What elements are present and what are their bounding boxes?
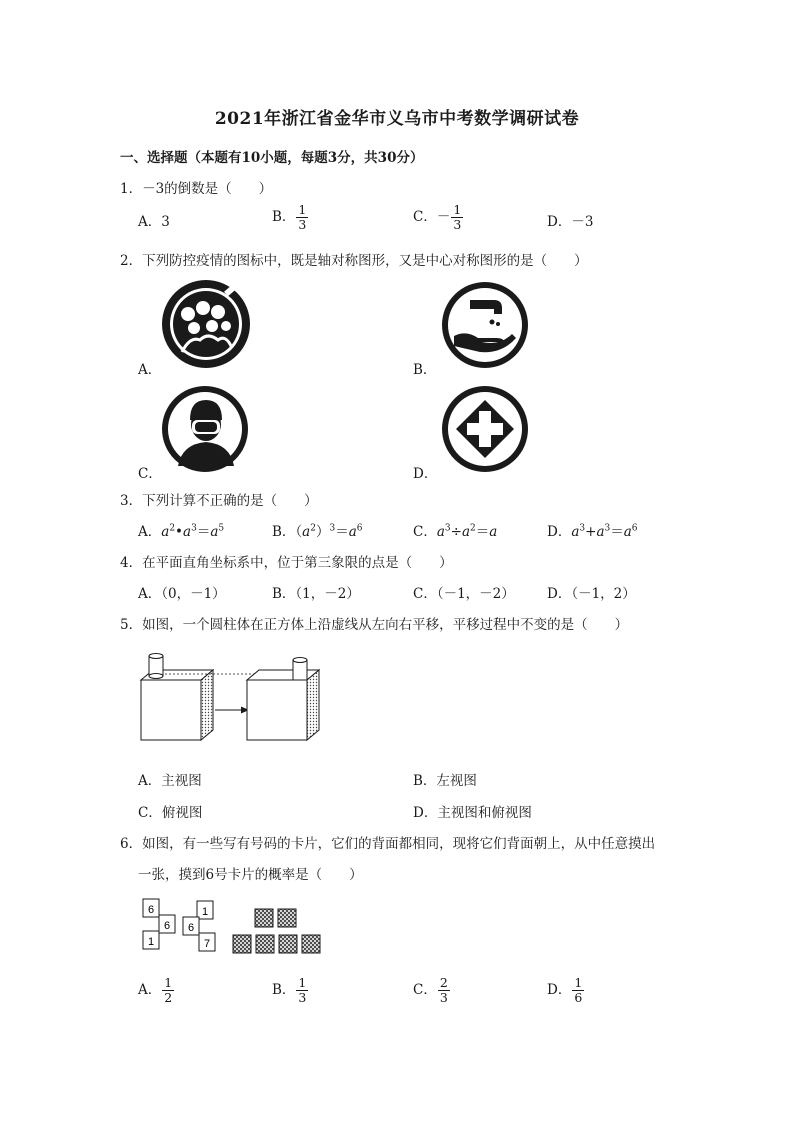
fraction-numerator: 1 [298,975,307,990]
q1-option-c-fraction [451,203,463,232]
q5-option-b[interactable]: B．左视图 [413,773,477,789]
question-1-stem: 1．－3的倒数是（ ） [120,181,273,197]
q6-option-c-fraction [438,976,450,1005]
card-number: 1 [201,906,209,918]
q2-option-d[interactable]: D． [413,466,438,482]
q3-option-d[interactable]: D．$a^3+a^3=a^6$ [547,523,638,540]
question-2-stem: 2．下列防控疫情的图标中，既是轴对称图形，又是中心对称图形的是（ ） [120,253,588,269]
cube-cylinder-figure [135,648,335,748]
q3-option-b-label: B． [272,524,296,540]
q6-option-b-label: B． [272,982,296,998]
q2-option-b[interactable]: B． [413,362,437,378]
fraction-numerator: 1 [453,202,462,217]
q4-option-b[interactable]: B．（1，－2） [272,586,360,602]
q6-option-a-fraction [162,976,174,1005]
question-6-stem-line-2: 一张，摸到6号卡片的概率是（ ） [138,867,363,883]
q3-option-c[interactable]: C．$a^3\div a^2=a$ [413,523,498,540]
fraction-denominator: 3 [453,217,462,232]
fraction-numerator: 1 [164,975,173,990]
fraction-denominator: 3 [439,990,448,1005]
q3-option-a[interactable]: A．$a^2•a^3=a^5$ [138,523,225,540]
q2-option-a[interactable]: A． [138,362,162,378]
card-number: 6 [163,920,171,932]
q6-option-d-label: D． [547,982,572,998]
q1-option-b-label: B． [272,209,296,225]
q4-option-c[interactable]: C．（－1，－2） [413,586,515,602]
q6-option-d-fraction [572,976,584,1005]
question-5-stem: 5．如图，一个圆柱体在正方体上沿虚线从左向右平移，平移过程中不变的是（ ） [120,617,629,633]
question-3-stem: 3．下列计算不正确的是（ ） [120,493,318,509]
q6-option-c-label: C． [413,982,437,998]
q3-option-b[interactable]: B．$(a^2)^3=a^6$ [272,523,363,540]
card-number: 6 [147,904,155,916]
q4-option-a[interactable]: A．（0，－1） [138,586,226,602]
card-number: 1 [147,936,155,948]
fraction-denominator: 3 [298,217,307,232]
q5-option-a[interactable]: A．主视图 [138,773,202,789]
question-6-stem-line-1: 6．如图，有一些写有号码的卡片，它们的背面都相同，现将它们背面朝上，从中任意摸出 [120,836,656,852]
q1-option-b[interactable] [272,203,308,232]
q1-option-c-label: C．－ [413,209,451,225]
number-cards-figure [135,895,335,959]
hand-washing-icon [440,280,530,370]
q5-option-d[interactable]: D．主视图和俯视图 [413,805,532,821]
card-number: 6 [187,922,195,934]
q1-option-d[interactable]: D．－3 [547,214,594,230]
q6-option-c[interactable] [413,976,450,1005]
q1-option-a[interactable]: A．3 [138,214,170,230]
q3-option-d-label: D． [547,524,572,540]
wear-mask-icon [160,384,250,474]
fraction-numerator: 2 [439,975,448,990]
fraction-denominator: 2 [164,990,173,1005]
fraction-numerator: 1 [298,202,307,217]
fraction-denominator: 6 [574,990,583,1005]
question-4-stem: 4．在平面直角坐标系中，位于第三象限的点是（ ） [120,555,453,571]
q6-option-a[interactable] [138,976,174,1005]
q3-option-a-label: A． [138,524,162,540]
q5-option-c[interactable]: C．俯视图 [138,805,203,821]
section-heading: 一、选择题（本题有10小题，每题3分，共30分） [120,150,424,166]
q6-option-b-fraction [296,976,308,1005]
medical-cross-icon [440,384,530,474]
q2-option-c[interactable]: C． [138,466,162,482]
fraction-numerator: 1 [574,975,583,990]
page-title: 2021年浙江省金华市义乌市中考数学调研试卷 [214,109,580,129]
q4-option-d[interactable]: D．（－1，2） [547,586,636,602]
fraction-denominator: 3 [298,990,307,1005]
crowd-no-gathering-icon [160,278,252,370]
card-number: 7 [203,938,211,950]
q6-option-d[interactable] [547,976,584,1005]
q1-option-b-fraction [296,203,308,232]
q3-option-c-label: C． [413,524,437,540]
q6-option-a-label: A． [138,982,162,998]
q6-option-b[interactable] [272,976,308,1005]
q1-option-c[interactable] [413,203,463,232]
